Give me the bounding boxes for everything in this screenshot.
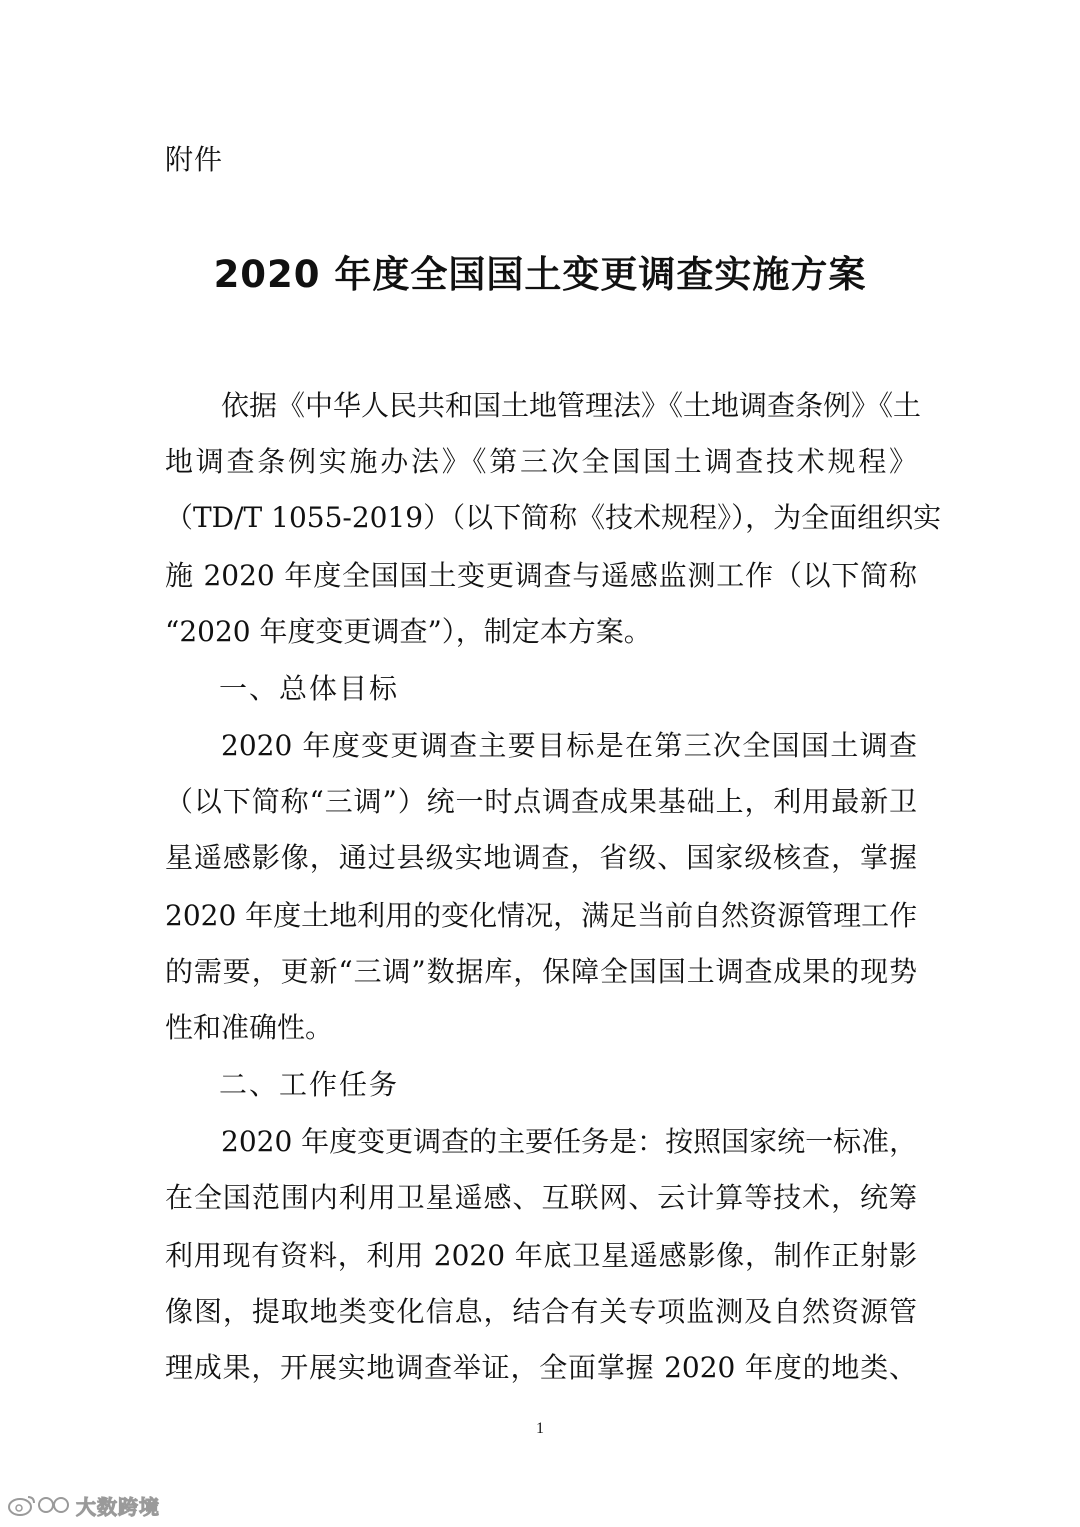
document-title: 2020 年度全国国土变更调查实施方案: [213, 253, 867, 296]
weibo-logo-icon: [6, 1491, 70, 1519]
section2-line: 理成果，开展实地调查举证，全面掌握 2020 年度的地类、: [165, 1351, 917, 1384]
intro-line: “2020 年度变更调查”），制定本方案。: [165, 615, 652, 648]
intro-line: 地调查条例实施办法》《第三次全国国土调查技术规程》: [165, 445, 917, 478]
intro-line: 施 2020 年度全国国土变更调查与遥感监测工作（以下简称: [165, 559, 917, 592]
intro-line: 依据《中华人民共和国土地管理法》《土地调查条例》《土: [221, 389, 922, 422]
section1-line: 星遥感影像，通过县级实地调查，省级、国家级核查，掌握: [165, 841, 917, 874]
section2-line: 利用现有资料，利用 2020 年底卫星遥感影像，制作正射影: [165, 1239, 917, 1272]
section-heading-overall-goal: 一、总体目标: [219, 672, 400, 705]
intro-line: （TD/T 1055-2019）（以下简称《技术规程》），为全面组织实: [165, 501, 942, 534]
section2-line: 在全国范围内利用卫星遥感、互联网、云计算等技术，统筹: [165, 1181, 917, 1214]
attachment-label: 附件: [165, 143, 224, 176]
section2-line: 2020 年度变更调查的主要任务是：按照国家统一标准，: [221, 1125, 918, 1158]
watermark: [6, 1490, 160, 1520]
section-heading-work-tasks: 二、工作任务: [219, 1068, 400, 1101]
section1-line: 2020 年度土地利用的变化情况，满足当前自然资源管理工作: [165, 899, 918, 932]
page-number: 1: [536, 1420, 544, 1437]
section1-line: 性和准确性。: [165, 1011, 334, 1044]
section1-line: 2020 年度变更调查主要目标是在第三次全国国土调查: [221, 729, 917, 762]
section1-line: 的需要，更新“三调”数据库，保障全国国土调查成果的现势: [165, 955, 917, 988]
section2-line: 像图，提取地类变化信息，结合有关专项监测及自然资源管: [165, 1295, 917, 1328]
section1-line: （以下简称“三调”）统一时点调查成果基础上，利用最新卫: [165, 785, 917, 818]
watermark-text: 大数跨境: [76, 1494, 160, 1519]
